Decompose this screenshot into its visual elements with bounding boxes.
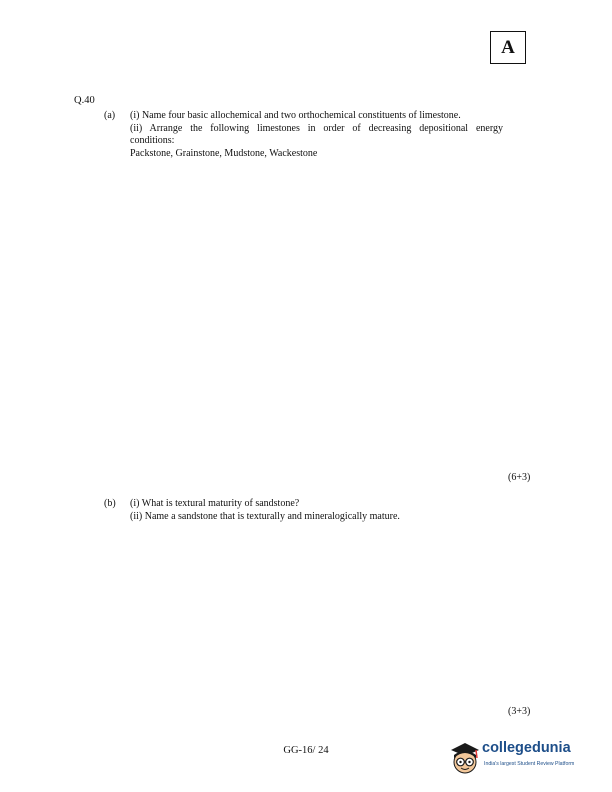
set-label: A — [501, 36, 515, 58]
part-b-label: (b) — [104, 498, 116, 509]
part-b-marks: (3+3) — [508, 706, 531, 717]
part-a-line-1: (i) Name four basic allochemical and two orthochemical constituents of limestone. — [130, 110, 461, 121]
part-a-line-3: conditions: — [130, 135, 175, 146]
part-a-label: (a) — [104, 110, 116, 121]
brand-name: collegedunia — [482, 740, 571, 756]
part-b-line-1: (i) What is textural maturity of sandstone? — [130, 498, 300, 509]
set-label-box — [490, 31, 526, 64]
question-number: Q.40 — [74, 95, 95, 106]
mascot-logo-icon — [448, 738, 482, 778]
part-a-line-4: Packstone, Grainstone, Mudstone, Wackestone — [130, 147, 318, 159]
part-a-line-2: (ii) Arrange the following limestones in order of decreasing depositional energy — [130, 122, 503, 134]
part-b-line-2: (ii) Name a sandstone that is texturally and mineralogically mature. — [130, 510, 400, 522]
page-code: GG-16/ 24 — [283, 745, 329, 756]
brand-tagline: India's largest Student Review Platform — [484, 761, 575, 767]
part-a-marks: (6+3) — [508, 472, 531, 483]
